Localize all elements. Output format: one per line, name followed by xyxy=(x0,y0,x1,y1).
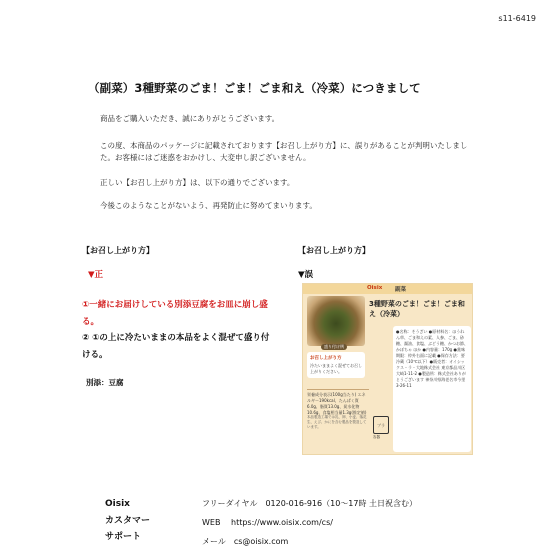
correct-heading: 【お召し上がり方】 xyxy=(82,246,154,255)
correct-step-2: ② ①の上に冷たいままの本品をよく混ぜて盛り付ける。 xyxy=(82,333,270,360)
package-product-name: 3種野菜のごま！ごま！ごま和え（冷菜） xyxy=(369,300,465,318)
correct-mark: ▼正 xyxy=(88,270,104,280)
package-label-image xyxy=(302,283,473,455)
support-brand-line: サポート xyxy=(105,532,142,542)
package-fine-print: 本品製造工場では乳、卵、小麦、落花生、えび、かにを含む製品を製造しています。 xyxy=(307,415,367,429)
support-brand xyxy=(105,496,150,546)
package-food-photo xyxy=(307,296,365,346)
package-category: 副菜 xyxy=(395,287,407,293)
wrong-mark: ▼誤 xyxy=(298,270,314,280)
correction-intro-paragraph: 正しい【お召し上がり方】は、以下の通りでございます。 xyxy=(100,178,295,187)
support-phone: フリーダイヤル 0120-016-916（10～17時 土日祝含む） xyxy=(202,499,418,508)
recycle-mark-icon: プラ xyxy=(373,416,389,434)
attachment-note: 別添：豆腐 xyxy=(86,378,124,387)
correct-steps xyxy=(82,297,272,363)
correct-step-1: ①一緒にお届けしている別添豆腐をお皿に崩し盛る。 xyxy=(82,300,268,327)
recycle-mark-label: 容器 xyxy=(373,435,380,439)
wrong-section xyxy=(298,245,473,280)
package-howto-text: 冷たいままよく混ぜてお召し上がりください。 xyxy=(310,363,362,374)
package-howto-box xyxy=(307,352,365,378)
support-contacts xyxy=(202,494,417,551)
support-web-link[interactable]: WEB https://www.oisix.com/cs/ xyxy=(202,518,333,527)
package-brand-logo: Oisix xyxy=(367,285,383,291)
document-id: s11-6419 xyxy=(498,14,536,23)
package-howto-heading: お召し上がり方 xyxy=(310,356,342,361)
greeting-paragraph: 商品をご購入いただき、誠にありがとうございます。 xyxy=(100,114,280,123)
correct-section xyxy=(82,245,272,388)
package-brand-bar xyxy=(303,284,473,294)
package-photo-label: 盛り付け例 xyxy=(321,344,347,350)
package-nutrition: 栄養成分表示(100g当たり) エネルギー190kcal、たんぱく質6.0g、脂質13.0g、炭水化物10.6g、食塩相当量1.3g(推定値) xyxy=(307,389,369,416)
wrong-heading: 【お召し上がり方】 xyxy=(298,246,370,255)
prevention-paragraph: 今後このようなことがないよう、再発防止に努めてまいります。 xyxy=(100,201,317,210)
support-brand-line: Oisix xyxy=(105,499,130,509)
package-ingredients: ●名称：そうざい ●原材料名：ほうれん草、ごま和えの素、人参、ごま、砂糖、醤油、食塩、ぶどう糖、かつお節、かぼちゃ ほか ●内容量：170g ●賞味期限：枠外右面に記載 ●保存方法：要冷蔵（10℃以下）●販売者：オイシックス・ラ・大地株式会社 東京都品川区大崎1-11-2 ●製造所：株式会社ありがとうございます 神奈川県海老名市今里3-26-11 xyxy=(393,326,471,452)
support-brand-line: カスタマー xyxy=(105,515,151,526)
support-email-link[interactable]: メール cs@oisix.com xyxy=(202,537,289,546)
page-title: （副菜）3種野菜のごま！ごま！ごま和え（冷菜）につきまして xyxy=(88,81,421,95)
apology-paragraph: この度、本商品のパッケージに記載されております【お召し上がり方】に、誤りがあることが判明いたしました。お客様にはご迷惑をおかけし、大変申し訳ございません。 xyxy=(100,141,468,162)
